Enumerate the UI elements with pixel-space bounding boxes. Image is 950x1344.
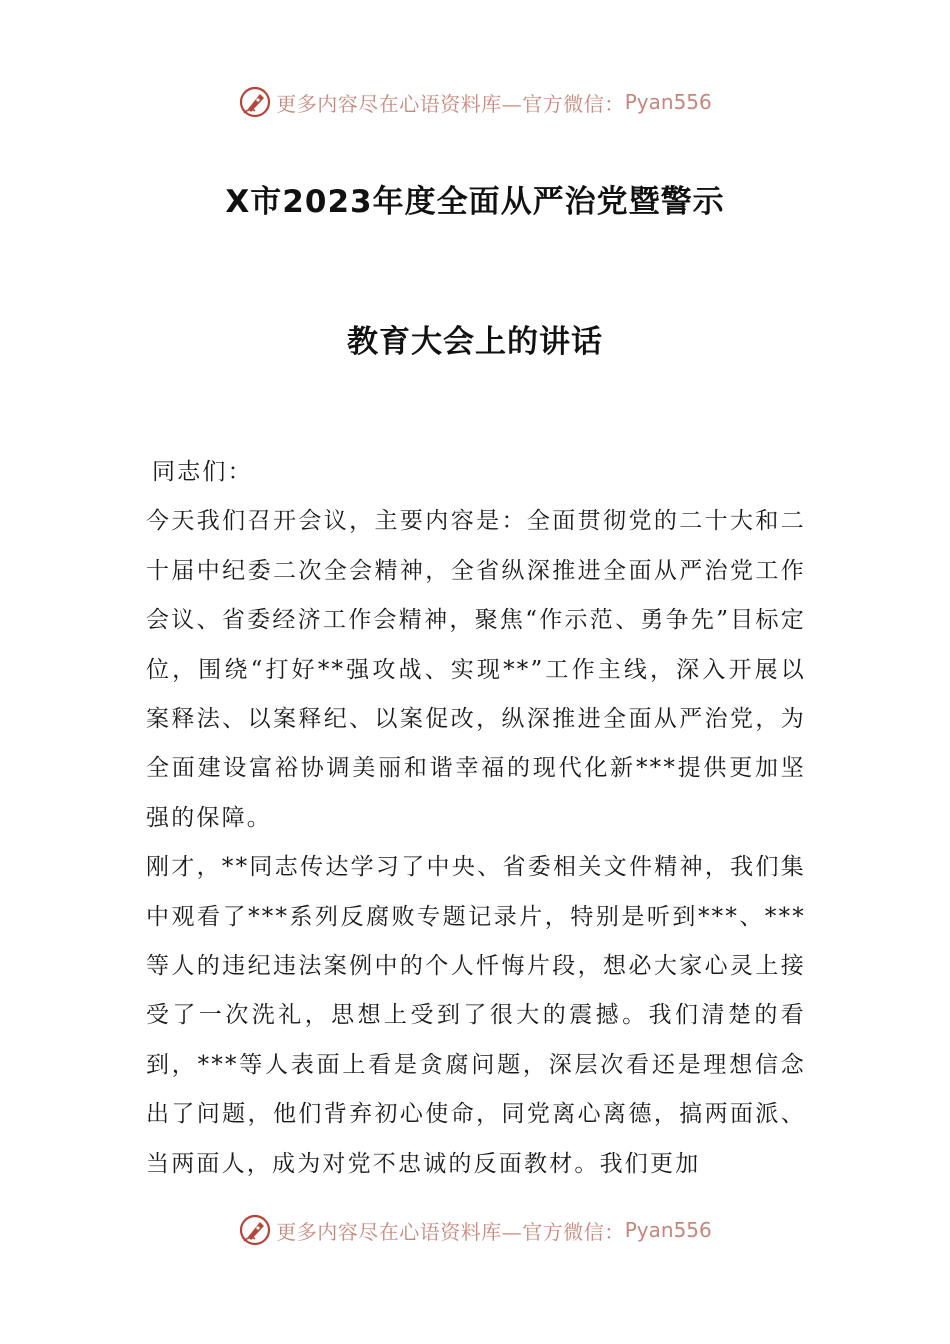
pen-nib-circle-icon [238, 85, 272, 119]
paragraph-1: 今天我们召开会议，主要内容是：全面贯彻党的二十大和二十届中纪委二次全会精神，全省纵深推进全面从严治党工作会议、省委经济工作会精神，聚焦“作示范、勇争先”目标定位，围绕“打好**强攻战、实现**”工作主线，深入开展以案释法、以案释纪、以案促改，纵深推进全面从严治党，为全面建设富裕协调美丽和谐幸福的现代化新***提供更加坚强的保障。 [146, 508, 806, 831]
document-title-line-2: 教育大会上的讲话 [347, 324, 603, 360]
header-banner [0, 82, 950, 122]
banner-wechat-id: Pyan556 [624, 90, 712, 114]
banner-text: 更多内容尽在心语资料库—官方微信： [276, 1219, 625, 1244]
banner-text: 更多内容尽在心语资料库—官方微信： [276, 91, 625, 116]
document-title-line-1: X市2023年度全面从严治党暨警示 [225, 184, 725, 220]
footer-banner [0, 1210, 950, 1250]
banner-wechat-id: Pyan556 [624, 1218, 712, 1242]
paragraph-2: 刚才，**同志传达学习了中央、省委相关文件精神，我们集中观看了***系列反腐败专题记录片，特别是听到***、***等人的违纪违法案例中的个人忏悔片段，想必大家心灵上接受了一次洗礼，思想上受到了很大的震撼。我们清楚的看到，***等人表面上看是贪腐问题，深层次看还是理想信念出了问题，他们背弃初心使命，同党离心离德，搞两面派、当两面人，成为对党不忠诚的反面教材。我们更加 [146, 854, 806, 1177]
pen-nib-circle-icon [238, 1213, 272, 1247]
greeting: 同志们： [152, 459, 253, 485]
document-body [146, 448, 806, 1189]
